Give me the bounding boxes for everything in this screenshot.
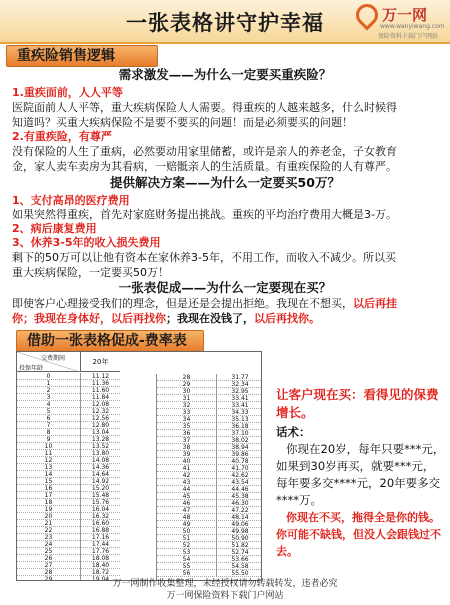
rate-value-cell: 16.32 — [91, 513, 110, 520]
callout-title: 让客户现在买：看得见的保费增长。 — [276, 387, 439, 420]
footer-line-2: 万一网保险资料下载门户网站 — [166, 591, 284, 601]
rate-age-cell: 28 — [17, 569, 81, 576]
rate-value-cell: 11.84 — [91, 394, 110, 401]
rate-age-cell: 35 — [157, 423, 217, 430]
rate-value-cell: 19.04 — [91, 576, 110, 581]
rate-value-cell: 17.16 — [91, 534, 110, 541]
header-insured-age: 投保年龄 — [19, 365, 44, 372]
closing-text-red: 以后再挂 — [353, 297, 397, 310]
rate-value-cell: 31.77 — [231, 374, 249, 381]
rate-value-cell: 15.20 — [91, 485, 110, 492]
rate-table-row — [157, 542, 262, 549]
rate-value-cell: 11.36 — [91, 380, 110, 387]
rate-age-cell: 3 — [17, 394, 81, 401]
rate-age-cell: 54 — [157, 556, 217, 563]
rate-value-cell: 13.28 — [91, 436, 110, 443]
rate-table-row — [157, 409, 262, 416]
rate-age-cell: 7 — [17, 422, 81, 429]
rate-value-cell: 15.48 — [91, 492, 110, 499]
rate-age-cell: 15 — [17, 478, 81, 485]
rate-table-row — [157, 528, 262, 535]
rate-age-cell: 48 — [157, 514, 217, 521]
rate-table-row — [157, 458, 262, 465]
page-title: 一张表格讲守护幸福 — [126, 11, 324, 35]
rate-age-cell: 21 — [17, 520, 81, 527]
closing-text-plain: ；我现在没钱了， — [166, 312, 254, 325]
rate-value-cell: 14.08 — [91, 457, 110, 464]
rate-value-cell: 17.76 — [91, 548, 110, 555]
rate-age-cell: 43 — [157, 479, 217, 486]
rate-age-cell: 16 — [17, 485, 81, 492]
rate-value-cell: 11.12 — [91, 373, 110, 380]
rate-value-cell: 12.56 — [91, 415, 110, 422]
rate-age-cell: 0 — [17, 373, 81, 380]
solution-text-income — [12, 250, 444, 280]
rate-value-cell: 47.22 — [231, 507, 249, 514]
rate-age-cell: 49 — [157, 521, 217, 528]
rate-age-cell: 12 — [17, 457, 81, 464]
rate-table-row — [157, 500, 262, 507]
solution-title-medical: 1、支付高昂的医疗费用 — [12, 194, 130, 207]
rate-value-cell: 32.34 — [231, 381, 249, 388]
rate-table-row — [157, 430, 262, 437]
rate-value-cell: 51.82 — [231, 542, 249, 549]
rate-value-cell: 18.08 — [91, 555, 110, 562]
rate-value-cell: 45.38 — [231, 493, 249, 500]
rate-table-row — [157, 479, 262, 486]
callout-line: 如果到30岁再买，就要***元， — [276, 459, 435, 473]
rate-table-row — [157, 570, 262, 577]
rate-age-cell: 55 — [157, 563, 217, 570]
rate-age-cell: 39 — [157, 451, 217, 458]
rate-age-cell: 1 — [17, 380, 81, 387]
rate-value-cell: 50.90 — [231, 535, 249, 542]
logo-tagline: 保险资料下载门户网站 — [378, 33, 439, 40]
rate-age-cell: 42 — [157, 472, 217, 479]
rate-value-cell: 39.86 — [231, 451, 249, 458]
rate-value-cell: 42.62 — [231, 472, 249, 479]
rate-age-cell: 51 — [157, 535, 217, 542]
point-text-line: 没有保险的人生了重病，必然要动用家里储蓄，或许是亲人的养老金，子女教育 — [12, 145, 397, 158]
rate-age-cell: 32 — [157, 402, 217, 409]
rate-age-cell: 46 — [157, 500, 217, 507]
callout-script-label: 话术： — [276, 425, 311, 439]
point-title-equality: 1.重疾面前，人人平等 — [12, 86, 123, 99]
closing-text-red: 以后再找你 — [111, 312, 166, 325]
rate-value-cell: 17.44 — [91, 541, 110, 548]
rate-value-cell: 13.04 — [91, 429, 110, 436]
rate-value-cell: 43.54 — [231, 479, 249, 486]
rate-age-cell: 41 — [157, 465, 217, 472]
rate-age-cell: 30 — [157, 388, 217, 395]
point-text-equality — [12, 100, 444, 130]
rate-value-cell: 14.36 — [91, 464, 110, 471]
header-pay-period: 交费期间 — [41, 355, 66, 362]
rate-table-row — [157, 563, 262, 570]
point-text-line: 知道吗？买重大疾病保险不是要不要买的问题！而是必须要买的问题！ — [12, 116, 353, 129]
rate-age-cell: 20 — [17, 513, 81, 520]
rate-value-cell: 52.74 — [231, 549, 249, 556]
rate-age-cell: 37 — [157, 437, 217, 444]
rate-age-cell: 31 — [157, 395, 217, 402]
rate-table-row — [157, 535, 262, 542]
rate-table-row — [157, 556, 262, 563]
rate-value-cell: 40.78 — [231, 458, 249, 465]
rate-value-cell: 48.14 — [231, 514, 249, 521]
rate-age-cell: 5 — [17, 408, 81, 415]
rate-value-cell: 49.98 — [231, 528, 249, 535]
callout-warning: 你现在不买，拖得全是你的钱。 — [286, 511, 440, 524]
rate-age-cell: 29 — [157, 381, 217, 388]
question-demand: 需求激发——为什么一定要买重疾险？ — [118, 67, 332, 82]
rate-value-cell: 34.33 — [231, 409, 249, 416]
rate-value-cell: 33.41 — [231, 395, 249, 402]
site-logo[interactable] — [356, 4, 448, 40]
rate-value-cell: 12.80 — [91, 422, 110, 429]
rate-age-cell: 44 — [157, 486, 217, 493]
rate-table-row — [157, 486, 262, 493]
section-heading-rate-table: 借助一张表格促成-费率表 — [16, 330, 204, 352]
header-20-years: 20年 — [92, 358, 109, 366]
rate-table-row — [157, 395, 262, 402]
point-text-line: 金，家人卖车卖房为其看病，一赔骶亲人的生活质量。有重疾保险的人有尊严。 — [12, 160, 397, 173]
rate-age-cell: 8 — [17, 429, 81, 436]
rate-age-cell: 38 — [157, 444, 217, 451]
rate-value-cell: 14.92 — [91, 478, 110, 485]
callout-line: 每年要多交****元，20年要多交****万。 — [276, 476, 441, 507]
rate-value-cell: 55.50 — [231, 570, 249, 577]
rate-age-cell: 9 — [17, 436, 81, 443]
header-banner — [0, 0, 450, 44]
rate-value-cell: 13.80 — [91, 450, 110, 457]
rate-age-cell: 14 — [17, 471, 81, 478]
rate-value-cell: 14.64 — [91, 471, 110, 478]
callout-warning: 你可能不缺钱，但没人会跟钱过不去。 — [276, 528, 441, 558]
rate-age-cell: 28 — [157, 374, 217, 381]
closing-text — [12, 296, 444, 326]
rate-value-cell: 41.70 — [231, 465, 249, 472]
header-diagonal-cell — [17, 352, 81, 372]
rate-age-cell: 19 — [17, 506, 81, 513]
rate-value-cell: 18.40 — [91, 562, 110, 569]
rate-table-header — [17, 352, 120, 372]
callout-line: 你现在20岁，每年只要***元， — [286, 442, 445, 456]
rate-age-cell: 10 — [17, 443, 81, 450]
rate-age-cell: 17 — [17, 492, 81, 499]
rate-age-cell: 56 — [157, 570, 217, 577]
rate-age-cell: 50 — [157, 528, 217, 535]
footer-notice — [0, 578, 450, 602]
rate-table-row — [157, 493, 262, 500]
rate-table-row — [157, 514, 262, 521]
rate-age-cell: 47 — [157, 507, 217, 514]
rate-table-row — [157, 465, 262, 472]
logo-name: 万一网 — [382, 6, 428, 24]
rate-value-cell: 32.95 — [231, 388, 249, 395]
rate-age-cell: 23 — [17, 534, 81, 541]
rate-age-cell: 52 — [157, 542, 217, 549]
rate-age-cell: 24 — [17, 541, 81, 548]
rate-table-row — [157, 451, 262, 458]
rate-value-cell: 18.72 — [91, 569, 110, 576]
rate-age-cell: 36 — [157, 430, 217, 437]
closing-line-2 — [12, 311, 444, 326]
rate-value-cell: 16.88 — [91, 527, 110, 534]
footer-line-1: 万一网制作收集整理，未经授权请勿转载转发，违者必究 — [112, 579, 338, 589]
closing-line-1 — [12, 296, 444, 311]
rate-age-cell: 18 — [17, 499, 81, 506]
rate-table-row — [157, 374, 262, 381]
rate-value-cell: 38.02 — [231, 437, 249, 444]
rate-table-row — [157, 507, 262, 514]
rate-table-row — [157, 423, 262, 430]
rate-age-cell: 33 — [157, 409, 217, 416]
rate-value-cell: 37.10 — [231, 430, 249, 437]
rate-table-row — [157, 444, 262, 451]
point-text-dignity — [12, 144, 444, 174]
rate-age-cell: 2 — [17, 387, 81, 394]
rate-age-cell: 13 — [17, 464, 81, 471]
rate-value-cell: 13.52 — [91, 443, 110, 450]
rate-value-cell: 16.60 — [91, 520, 110, 527]
rate-value-cell: 46.30 — [231, 500, 249, 507]
rate-table-right — [156, 374, 262, 581]
rate-value-cell: 16.04 — [91, 506, 110, 513]
rate-value-cell: 15.76 — [91, 499, 110, 506]
point-title-dignity: 2.有重疾险，有尊严 — [12, 130, 112, 143]
solution-text-line: 重大疾病保险，一定要买50万！ — [12, 266, 169, 279]
section-heading-sales-logic: 重疾险销售逻辑 — [6, 45, 158, 67]
rate-age-cell: 27 — [17, 562, 81, 569]
rate-value-cell: 12.32 — [91, 408, 110, 415]
rate-table-row — [157, 549, 262, 556]
rate-age-cell: 4 — [17, 401, 81, 408]
rate-value-cell: 12.08 — [91, 401, 110, 408]
solution-text-line: 剩下的50万可以让他有资本在家休养3-5年，不用工作，而收入不减少。所以买 — [12, 251, 396, 264]
rate-table-left — [17, 352, 120, 581]
rate-age-cell: 45 — [157, 493, 217, 500]
question-solution: 提供解决方案——为什么一定要买50万？ — [110, 175, 340, 190]
logo-url: www.wanyiwang.com — [380, 23, 445, 30]
rate-age-cell: 53 — [157, 549, 217, 556]
closing-text-red: 以后再找你。 — [254, 312, 320, 325]
solution-title-income: 3、休养3-5年的收入损失费用 — [12, 236, 161, 249]
rate-age-cell: 29 — [17, 576, 81, 581]
logo-mark-icon — [351, 0, 382, 31]
closing-text-plain: 即使客户心理接受我们的理念，但是还是会提出拒绝。我现在不想买， — [12, 297, 353, 310]
rate-value-cell: 38.94 — [231, 444, 249, 451]
solution-title-recovery: 2、病后康复费用 — [12, 222, 97, 235]
rate-table-row — [157, 381, 262, 388]
point-text-line: 医院面前人人平等，重大疾病保险人人需要。得重疾的人越来越多，什么时候得 — [12, 101, 397, 114]
rate-value-cell: 49.06 — [231, 521, 249, 528]
rate-value-cell: 44.46 — [231, 486, 249, 493]
rate-table-row — [157, 416, 262, 423]
rate-age-cell: 26 — [17, 555, 81, 562]
rate-table-row — [157, 402, 262, 409]
premium-rate-table — [16, 351, 262, 581]
rate-age-cell: 25 — [17, 548, 81, 555]
question-now: 一张表促成——为什么一定要现在买？ — [118, 280, 332, 295]
rate-table-row — [157, 472, 262, 479]
rate-age-cell: 11 — [17, 450, 81, 457]
rate-table-row — [157, 388, 262, 395]
closing-text-red: 你；我现在身体好， — [12, 312, 111, 325]
rate-table-row — [157, 437, 262, 444]
rate-value-cell: 53.66 — [231, 556, 249, 563]
rate-value-cell: 54.58 — [231, 563, 249, 570]
rate-age-cell: 6 — [17, 415, 81, 422]
sales-callout — [276, 386, 446, 560]
rate-value-cell: 33.41 — [231, 402, 249, 409]
rate-value-cell: 11.60 — [91, 387, 110, 394]
rate-age-cell: 34 — [157, 416, 217, 423]
solution-text-medical: 如果突然得重疾，首先对家庭财务提出挑战。重疾的平均治疗费用大概是3-万。 — [12, 208, 397, 221]
rate-table-row — [157, 521, 262, 528]
rate-age-cell: 22 — [17, 527, 81, 534]
rate-value-cell: 36.18 — [231, 423, 249, 430]
rate-value-cell: 35.13 — [231, 416, 249, 423]
rate-age-cell: 40 — [157, 458, 217, 465]
